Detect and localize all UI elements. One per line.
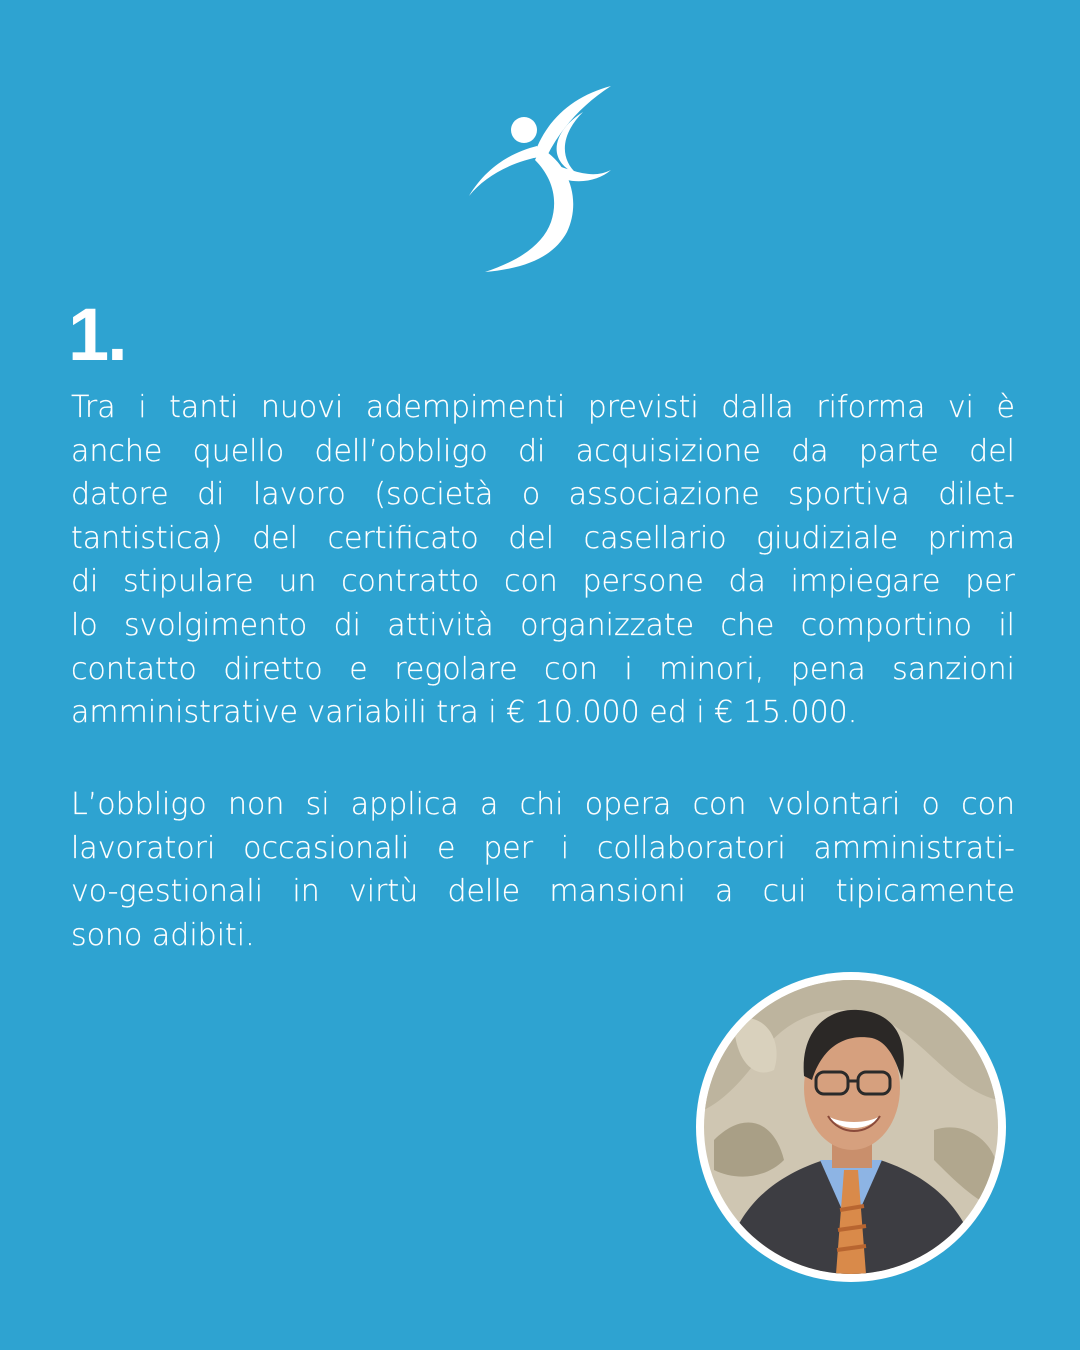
text-line: lavoratori occasionali e per i collaboratori amministrati- — [71, 830, 1015, 866]
portrait-frame — [696, 972, 1006, 1282]
text-line: sono adibiti. — [71, 917, 255, 953]
text-line: contatto diretto e regolare con i minori, pena sanzioni — [71, 651, 1015, 687]
paragraph-1 — [71, 386, 1015, 735]
paragraph-2 — [71, 783, 1015, 957]
text-line: vo-gestionali in virtù delle mansioni a cui tipicamente — [71, 874, 1015, 910]
logo — [455, 82, 625, 274]
text-line: datore di lavoro (società o associazione sportiva dilet- — [71, 477, 1015, 513]
text-line: di stipulare un contratto con persone da impiegare per — [71, 564, 1015, 600]
portrait-photo — [704, 980, 998, 1274]
text-line: L’obbligo non si applica a chi opera con volontari o con — [71, 787, 1015, 822]
section-number: 1. — [68, 293, 126, 376]
text-line: lo svolgimento di attività organizzate che comportino il — [71, 607, 1015, 643]
text-line: amministrative variabili tra i € 10.000 ed i € 15.000. — [71, 695, 858, 731]
text-line: tantistica) del certificato del casellario giudiziale prima — [71, 520, 1015, 556]
text-line: anche quello dell’obbligo di acquisizione da parte del — [71, 433, 1015, 469]
text-line: Tra i tanti nuovi adempimenti previsti dalla riforma vi è — [71, 390, 1015, 425]
running-figure-logo-icon — [455, 82, 625, 274]
